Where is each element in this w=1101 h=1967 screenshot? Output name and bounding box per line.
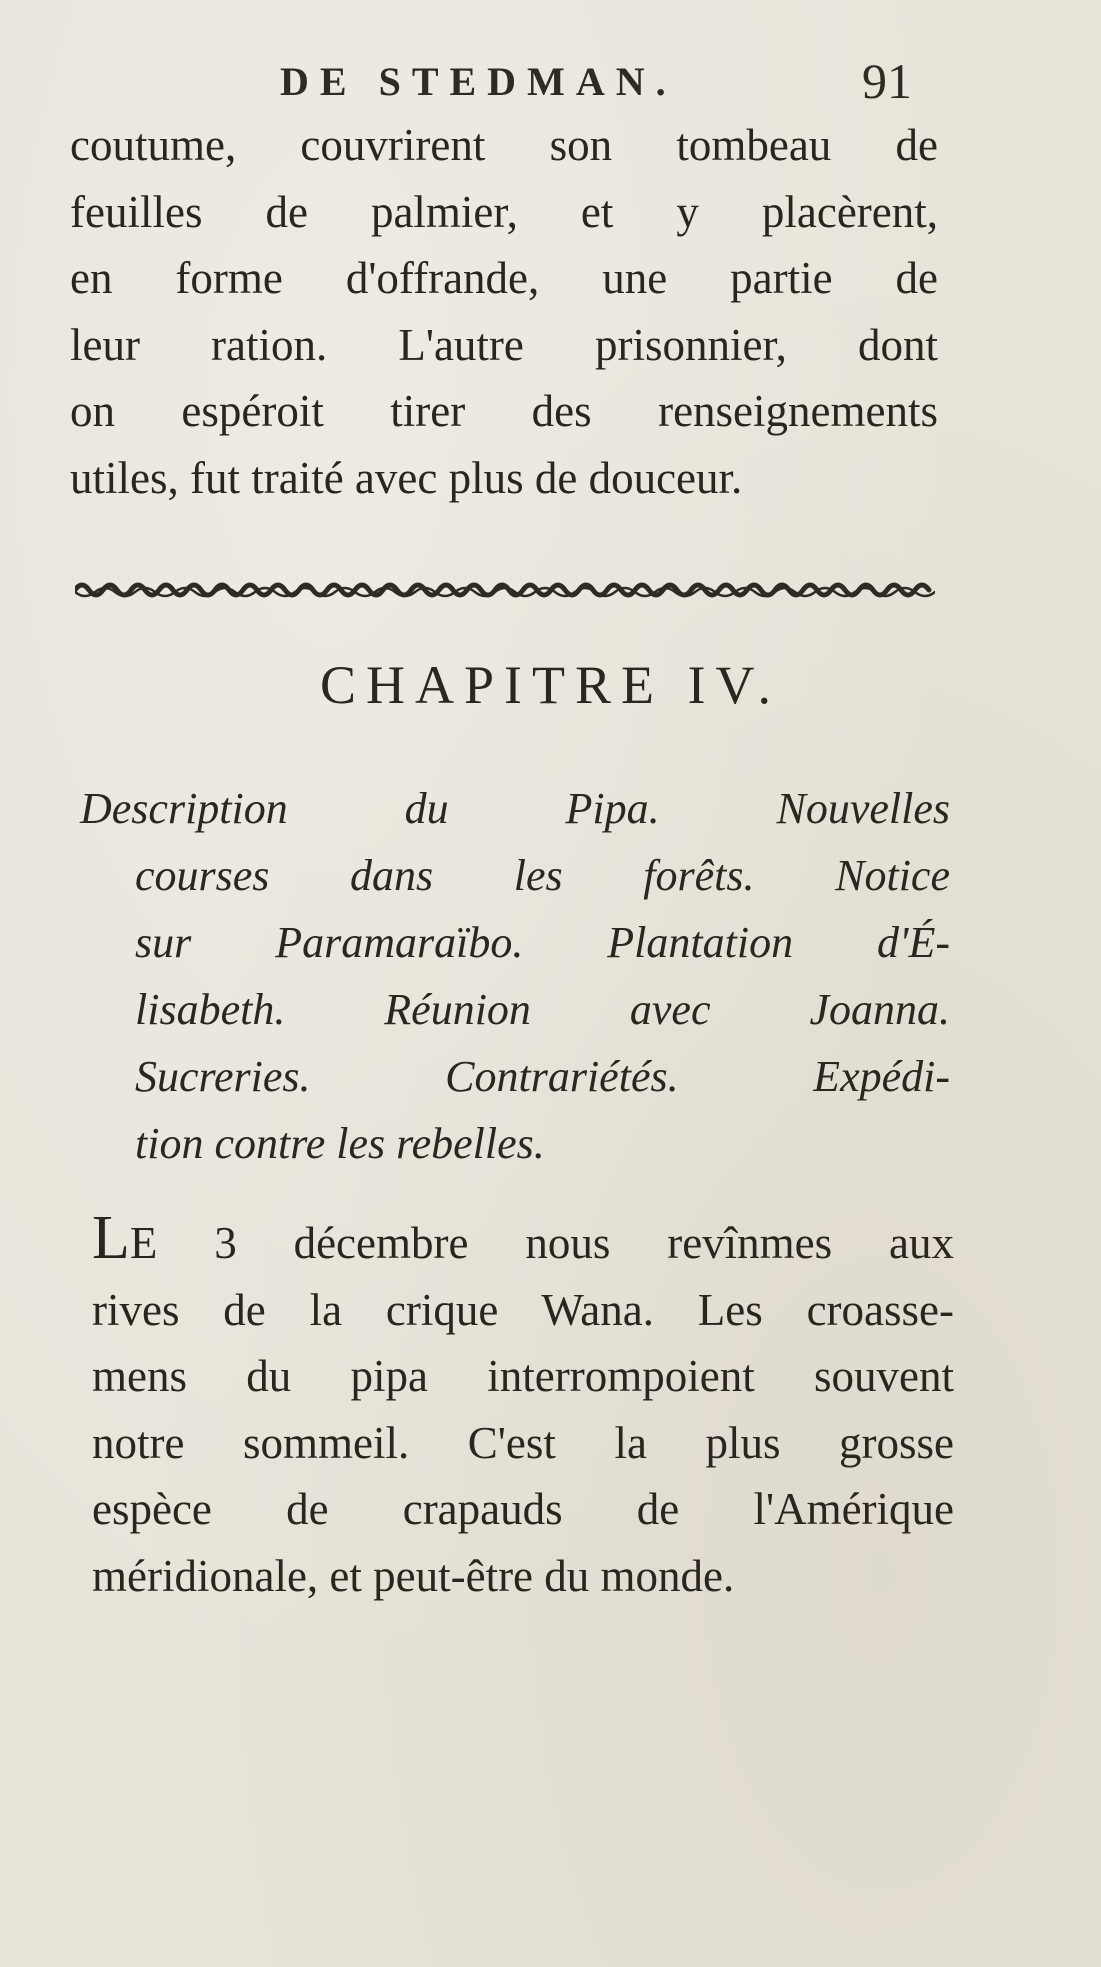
text-line: feuilles de palmier, et y placèrent, [70,186,938,237]
running-head: DE STEDMAN. [280,59,677,104]
text-line: coutume, couvrirent son tombeau de [70,120,938,170]
wavy-rule-ornament-icon [75,578,935,602]
paragraph-main [92,1204,954,1609]
page-number: 91 [862,53,912,109]
first-line-text: E 3 décembre nous revînmes aux [129,1218,954,1268]
summary-line: lisabeth. Réunion avec Joanna. [135,985,950,1034]
text-line-first [92,1204,954,1277]
text-line: mens du pipa interrompoient souvent [92,1351,954,1401]
text-line: on espéroit tirer des renseignements [70,386,938,436]
chapter-summary [80,775,950,1177]
summary-line: sur Paramaraïbo. Plantation d'É- [135,918,950,967]
text-line: leur ration. L'autre prisonnier, dont [70,319,938,370]
summary-line: Description du Pipa. Nouvelles [80,784,950,833]
text-line: en forme d'offrande, une partie de [70,253,938,303]
drop-cap: L [92,1204,130,1272]
text-line: notre sommeil. C'est la plus grosse [92,1417,954,1468]
paragraph-continuation [70,112,938,511]
text-line: espèce de crapauds de l'Amérique [92,1484,954,1534]
summary-line: tion contre les rebelles. [135,1119,545,1168]
chapter-title: CHAPITRE IV. [319,655,782,715]
text-line: utiles, fut traité avec plus de douceur. [70,452,743,503]
summary-line: Sucreries. Contrariétés. Expédi- [135,1052,950,1101]
summary-line: courses dans les forêts. Notice [135,851,950,900]
text-line: méridionale, et peut-être du monde. [92,1550,735,1601]
text-line: rives de la crique Wana. Les croasse- [92,1284,954,1335]
